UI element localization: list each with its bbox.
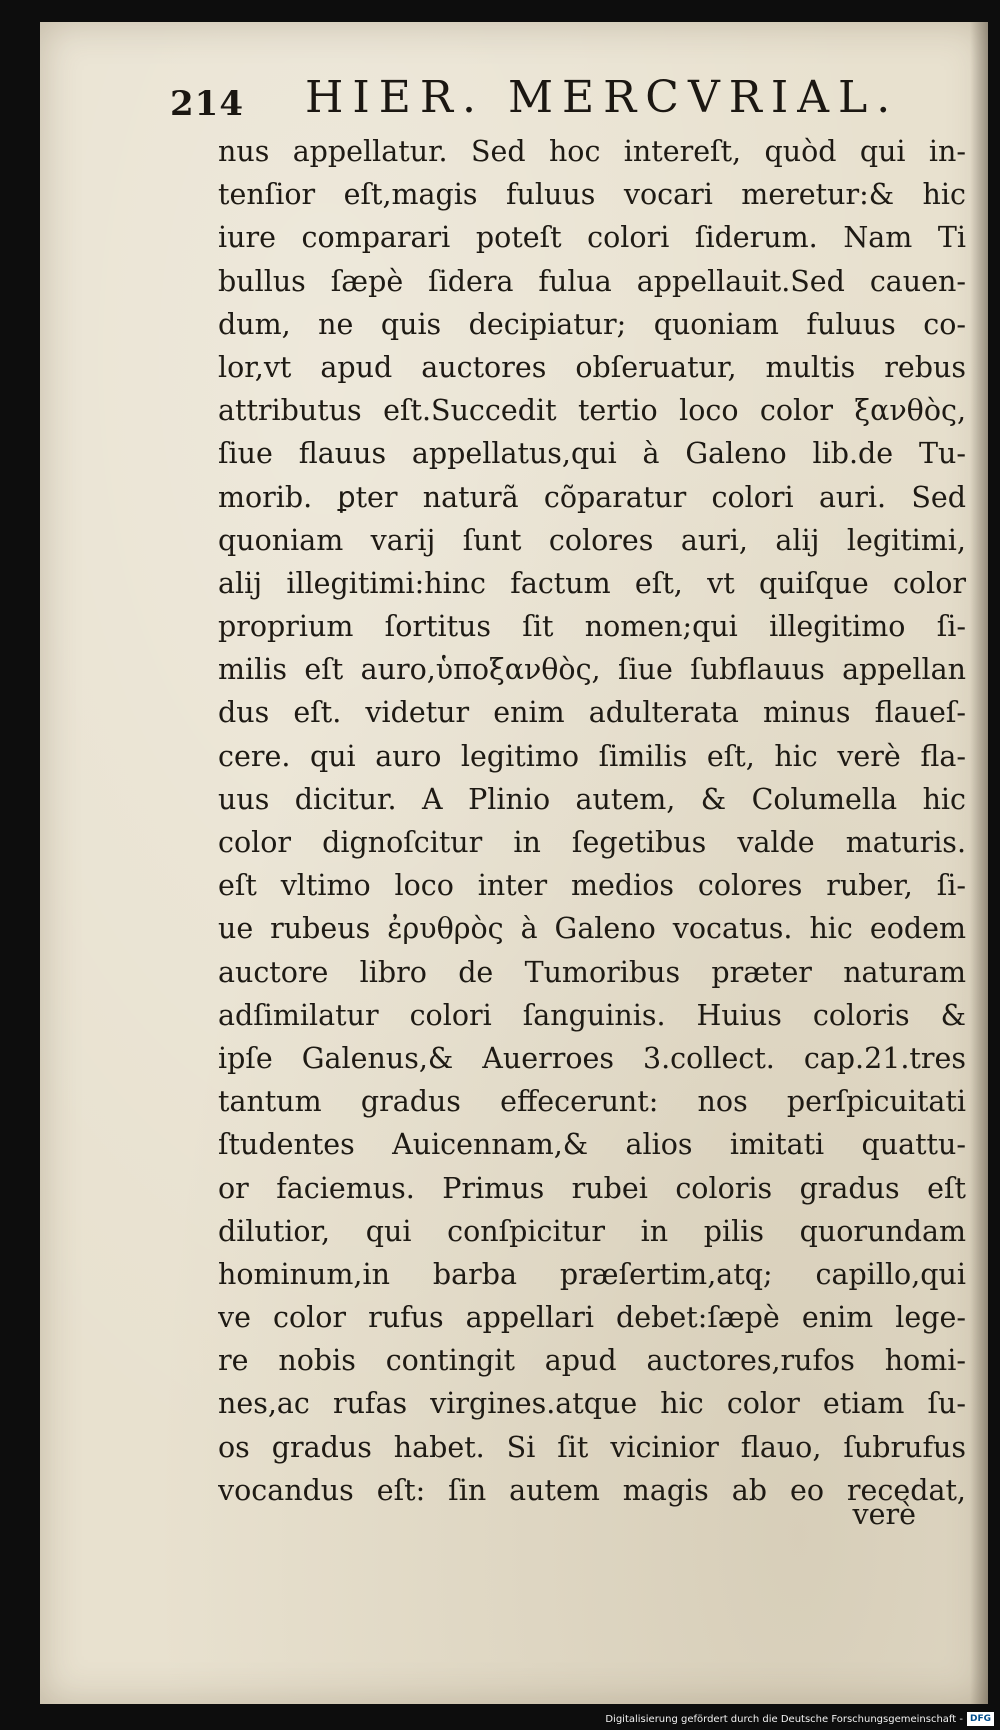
- text-line: lor,vt apud auctores obſeruatur, multis rebus: [218, 350, 966, 384]
- text-line: ſiue flauus appellatus,qui à Galeno lib.de Tu-: [218, 437, 966, 471]
- text-line: tenſior eſt,magis fuluus vocari meretur:& hic: [218, 178, 966, 212]
- credit-text: Digitalisierung gefördert durch die Deutsche Forschungsgemeinschaft -: [605, 1713, 963, 1725]
- page-gutter-shadow: [970, 22, 988, 1704]
- text-line: ſtudentes Auicennam,& alios imitati quattu-: [218, 1128, 966, 1162]
- text-line: nus appellatur. Sed hoc intereſt, quòd qui in-: [218, 135, 966, 168]
- text-line: dum, ne quis decipiatur; quoniam fuluus co-: [218, 307, 966, 341]
- text-line: tantum gradus effecerunt: nos perſpicuitati: [218, 1085, 966, 1119]
- text-line: bullus ſæpè ſidera fulua appellauit.Sed cauen-: [218, 264, 966, 298]
- text-line: color dignoſcitur in ſegetibus valde maturis.: [218, 826, 966, 859]
- running-head: HIER. MERCVRIAL.: [305, 72, 900, 123]
- dfg-logo: DFG: [967, 1712, 994, 1726]
- text-line: iure comparari poteſt colori ſiderum. Nam Ti: [218, 221, 966, 255]
- text-line: uus dicitur. A Plinio autem, & Columella hic: [218, 782, 966, 816]
- text-line: os gradus habet. Si ſit vicinior flauo, ſubrufus: [218, 1430, 966, 1464]
- text-line: ve color rufus appellari debet:ſæpè enim lege-: [218, 1301, 966, 1335]
- text-line: dilutior, qui conſpicitur in pilis quorundam: [218, 1214, 966, 1248]
- catchword: verè: [852, 1498, 916, 1531]
- text-line: hominum,in barba præſertim,atq; capillo,qui: [218, 1257, 966, 1291]
- text-line: ue rubeus ἐρυθρὸς à Galeno vocatus. hic eodem: [218, 912, 966, 946]
- text-line: vocandus eſt: ſin autem magis ab eo recedat,: [218, 1473, 966, 1507]
- text-line: morib. ꝑter naturã cõparatur colori auri. Sed: [218, 480, 966, 514]
- body-text: [218, 130, 966, 1512]
- digitization-credit: [605, 1712, 994, 1726]
- text-line: attributus eſt.Succedit tertio loco color ξανθὸς,: [218, 394, 966, 428]
- book-page: [40, 22, 988, 1704]
- text-line: eſt vltimo loco inter medios colores ruber, ſi-: [218, 869, 966, 903]
- text-line: dus eſt. videtur enim adulterata minus flaueſ-: [218, 696, 966, 730]
- text-line: cere. qui auro legitimo ſimilis eſt, hic verè fla-: [218, 739, 966, 773]
- text-line: adſimilatur colori ſanguinis. Huius coloris &: [218, 998, 966, 1032]
- text-line: re nobis contingit apud auctores,rufos homi-: [218, 1344, 966, 1378]
- page-header: [170, 72, 930, 132]
- text-line: proprium ſortitus ſit nomen;qui illegitimo ſi-: [218, 610, 966, 644]
- text-line: quoniam varij ſunt colores auri, alij legitimi,: [218, 523, 966, 557]
- text-line: milis eſt auro,ὑποξανθὸς, ſiue ſubflauus appellan: [218, 653, 966, 687]
- text-line: ipſe Galenus,& Auerroes 3.collect. cap.21.tres: [218, 1041, 966, 1075]
- page-number: 214: [170, 84, 244, 124]
- text-line: or faciemus. Primus rubei coloris gradus eſt: [218, 1171, 966, 1205]
- text-line: nes,ac rufas virgines.atque hic color etiam ſu-: [218, 1387, 966, 1421]
- text-line: alij illegitimi:hinc factum eſt, vt quiſque color: [218, 566, 966, 600]
- text-line: auctore libro de Tumoribus præter naturam: [218, 955, 966, 989]
